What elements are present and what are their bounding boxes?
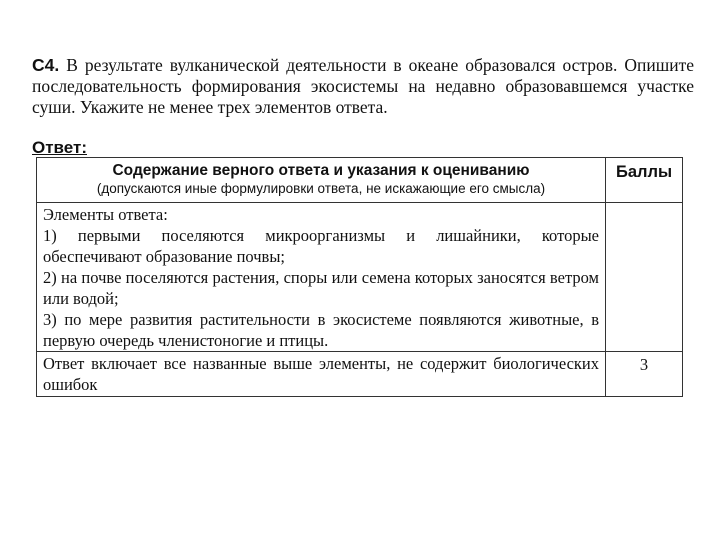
answer-element-1: 1) первыми поселяются микроорганизмы и лишайники, которые обеспечивают образование почвы; (43, 226, 599, 266)
answer-label: Ответ: (32, 138, 87, 157)
empty-score-cell (606, 203, 683, 352)
header-content-cell (37, 158, 606, 203)
table-header-row (37, 158, 683, 203)
criteria-text-value: Ответ включает все названные выше элементы, не содержит биологических ошибок (43, 354, 599, 394)
answer-elements-cell (37, 203, 606, 352)
header-points: Баллы (606, 158, 683, 203)
header-title: Содержание верного ответа и указания к оцениванию (112, 162, 530, 179)
criteria-text (37, 352, 606, 397)
header-note: (допускаются иные формулировки ответа, не искажающие его смысла) (96, 181, 546, 196)
answer-element-2: 2) на почве поселяются растения, споры или семена которых заносятся ветром или водой; (43, 268, 599, 308)
table-row (37, 203, 683, 352)
question-block (32, 55, 694, 118)
criteria-score: 3 (606, 352, 683, 397)
answer-table (36, 157, 683, 397)
question-number: С4. (32, 55, 60, 75)
elements-heading: Элементы ответа: (43, 205, 168, 224)
question-text: В результате вулканической деятельности в океане образовался остров. Опишите последовательность формирования экосистемы на недавно образовавшемся участке суши. Укажите не менее трех элементов ответа. (32, 55, 695, 117)
answer-element-3: 3) по мере развития растительности в экосистеме появляются животные, в первую очередь членистоногие и птицы. (43, 310, 599, 350)
table-row (37, 352, 683, 397)
